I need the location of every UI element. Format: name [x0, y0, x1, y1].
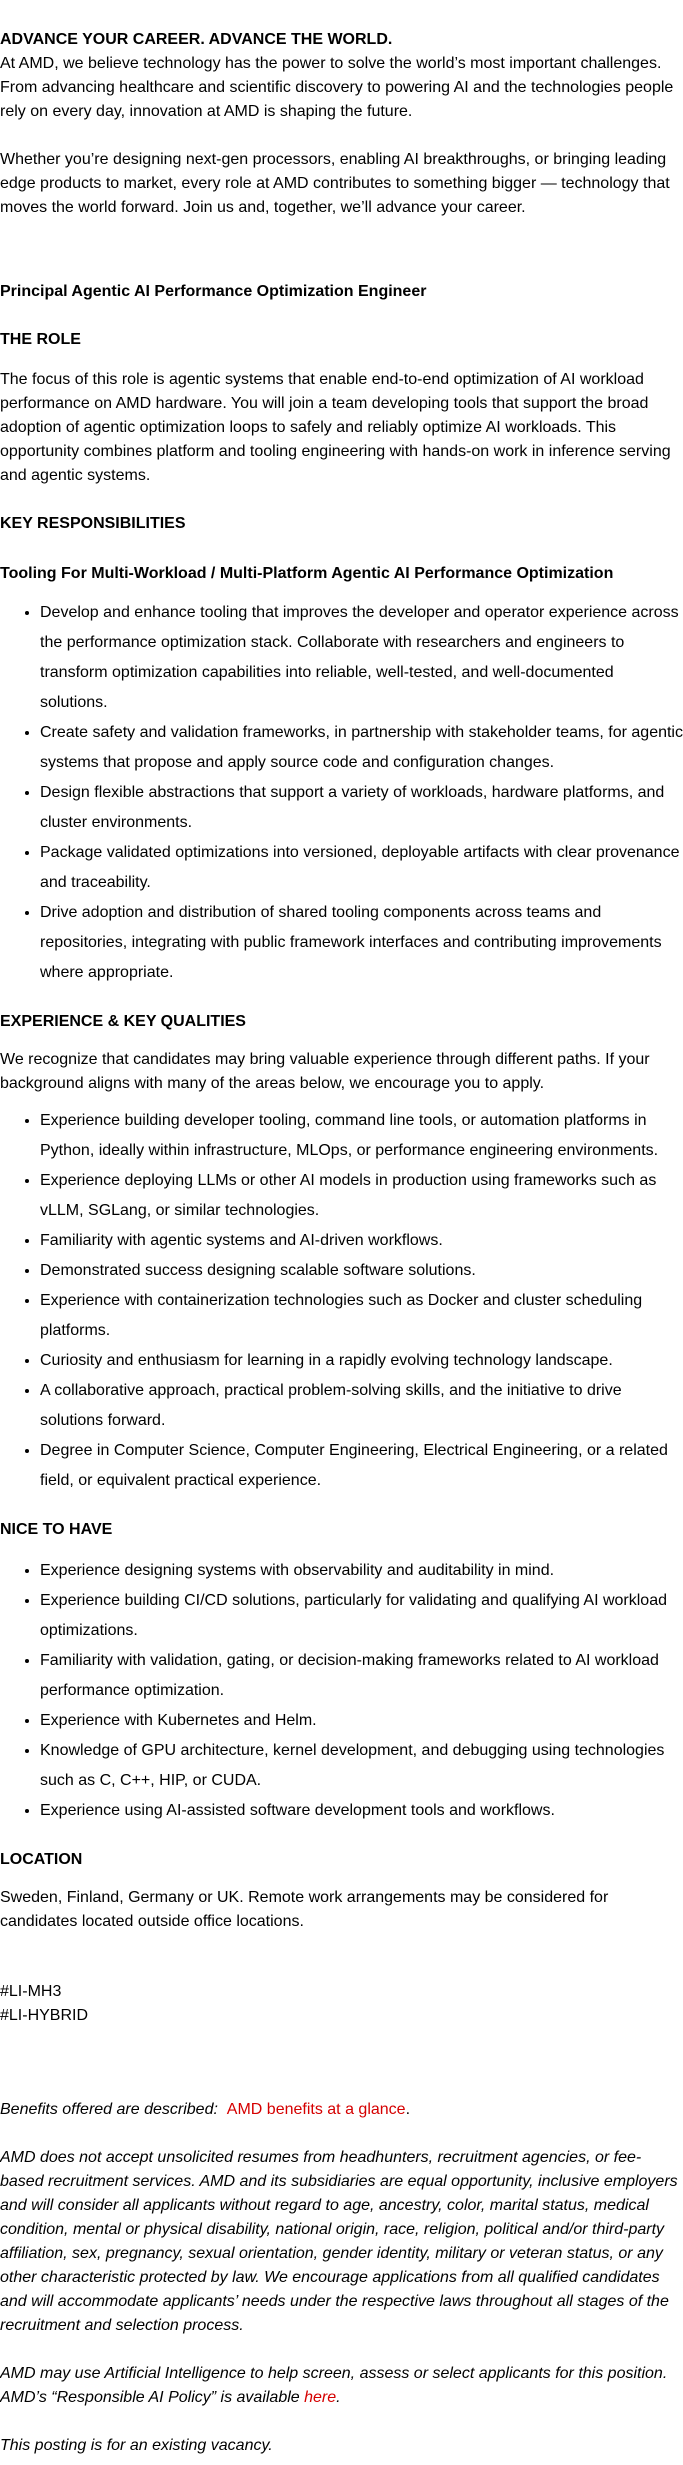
- benefits-suffix: .: [405, 2101, 411, 2118]
- benefits-line: [0, 2098, 683, 2122]
- responsibilities-heading: KEY RESPONSIBILITIES: [0, 515, 186, 532]
- spacer: [0, 1496, 683, 1518]
- list-item: • Experience building CI/CD solutions, particularly for validating and qualifying AI workload optimizations.: [40, 1586, 683, 1646]
- intro-paragraph-1: At AMD, we believe technology has the power to solve the world’s most important challenges. From advancing healthcare and scientific discovery to powering AI and the technologies people rely on every day, innovation at AMD is shaping the future.: [0, 55, 674, 120]
- list-item: • Degree in Computer Science, Computer Engineering, Electrical Engineering, or a related field, or equivalent practical experience.: [40, 1436, 683, 1496]
- job-title: Principal Agentic AI Performance Optimization Engineer: [0, 283, 427, 300]
- list-item: • Drive adoption and distribution of shared tooling components across teams and repositories, integrating with public framework interfaces and contributing improvements where appropriate.: [40, 898, 683, 988]
- eeo-statement: AMD does not accept unsolicited resumes from headhunters, recruitment agencies, or fee-based recruitment services. AMD and its subsidiaries are equal opportunity, inclusive employers and will consider all applicants without regard to age, ancestry, color, marital status, medical condition, mental or physical disability, national origin, race, religion, political and/or third-party affiliation, sex, pregnancy, sexual orientation, gender identity, military or veteran status, or any other characteristic protected by law. We encourage applications from all qualified candidates and will accommodate applicants’ needs under the respective laws throughout all stages of the recruitment and selection process.: [0, 2149, 678, 2334]
- spacer: [0, 304, 683, 328]
- spacer: [0, 2410, 683, 2434]
- list-item: • Create safety and validation frameworks, in partnership with stakeholder teams, for agentic systems that propose and apply source code and configuration changes.: [40, 718, 683, 778]
- intro-headline: ADVANCE YOUR CAREER. ADVANCE THE WORLD.: [0, 31, 393, 48]
- list-item: • Package validated optimizations into versioned, deployable artifacts with clear provenance and traceability.: [40, 838, 683, 898]
- experience-heading: EXPERIENCE & KEY QUALITIES: [0, 1013, 246, 1030]
- spacer: [0, 2122, 683, 2146]
- location-text: Sweden, Finland, Germany or UK. Remote work arrangements may be considered for candidates located outside office locations.: [0, 1889, 609, 1930]
- vacancy-note: This posting is for an existing vacancy.: [0, 2437, 273, 2454]
- tag: #LI-MH3: [0, 1983, 62, 2000]
- experience-list: [0, 1106, 683, 1496]
- responsibilities-subheading: Tooling For Multi-Workload / Multi-Platform Agentic AI Performance Optimization: [0, 565, 614, 582]
- location-heading: LOCATION: [0, 1851, 83, 1868]
- list-item: • Experience using AI-assisted software development tools and workflows.: [40, 1796, 683, 1826]
- ai-policy-line-2: [0, 2386, 683, 2410]
- tag: #LI-HYBRID: [0, 2007, 89, 2024]
- spacer: [0, 536, 683, 562]
- intro-paragraph-2: Whether you’re designing next-gen processors, enabling AI breakthroughs, or bringing leading edge products to market, every role at AMD contributes to something bigger — technology that moves the world forward. Join us and, together, we’ll advance your career.: [0, 151, 670, 216]
- spacer: [0, 124, 683, 148]
- list-item: • Experience with Kubernetes and Helm.: [40, 1706, 683, 1736]
- spacer: [0, 1872, 683, 1886]
- list-item: • Familiarity with agentic systems and AI-driven workflows.: [40, 1226, 683, 1256]
- spacer: [0, 1034, 683, 1048]
- list-item: • Curiosity and enthusiasm for learning in a rapidly evolving technology landscape.: [40, 1346, 683, 1376]
- spacer: [0, 488, 683, 512]
- ai-policy-line-1: AMD may use Artificial Intelligence to help screen, assess or select applicants for this position.: [0, 2365, 668, 2382]
- spacer: [0, 988, 683, 1010]
- role-heading: THE ROLE: [0, 331, 81, 348]
- benefits-link[interactable]: AMD benefits at a glance: [226, 2101, 406, 2118]
- benefits-prefix: Benefits offered are described:: [0, 2101, 218, 2118]
- spacer: [0, 1826, 683, 1848]
- list-item: • Familiarity with validation, gating, or decision-making frameworks related to AI workload performance optimization.: [40, 1646, 683, 1706]
- ai-policy-prefix: AMD’s “Responsible AI Policy” is available: [0, 2389, 300, 2406]
- list-item: • Experience deploying LLMs or other AI models in production using frameworks such as vLLM, SGLang, or similar technologies.: [40, 1166, 683, 1226]
- responsible-ai-policy-link[interactable]: here: [304, 2389, 337, 2406]
- list-item: • Demonstrated success designing scalable software solutions.: [40, 1256, 683, 1286]
- list-item: • A collaborative approach, practical problem-solving skills, and the initiative to drive solutions forward.: [40, 1376, 683, 1436]
- spacer: [0, 220, 683, 280]
- list-item: • Experience with containerization technologies such as Docker and cluster scheduling platforms.: [40, 1286, 683, 1346]
- list-item: • Design flexible abstractions that support a variety of workloads, hardware platforms, and cluster environments.: [40, 778, 683, 838]
- nice-to-have-list: [0, 1556, 683, 1826]
- experience-intro: We recognize that candidates may bring valuable experience through different paths. If your background aligns with many of the areas below, we encourage you to apply.: [0, 1051, 650, 1092]
- spacer: [0, 352, 683, 368]
- list-item: • Experience building developer tooling, command line tools, or automation platforms in Python, ideally within infrastructure, MLOps, or performance engineering environments.: [40, 1106, 683, 1166]
- spacer: [0, 1542, 683, 1556]
- list-item: • Experience designing systems with observability and auditability in mind.: [40, 1556, 683, 1586]
- responsibilities-list: [0, 598, 683, 988]
- list-item: • Develop and enhance tooling that improves the developer and operator experience across the performance optimization stack. Collaborate with researchers and engineers to transform optimization capabilities into reliable, well-tested, and well-documented solutions.: [40, 598, 683, 718]
- role-description: The focus of this role is agentic systems that enable end-to-end optimization of AI workload performance on AMD hardware. You will join a team developing tools that support the broad adoption of agentic optimization loops to safely and reliably optimize AI workloads. This opportunity combines platform and tooling engineering with hands-on work in inference serving and agentic systems.: [0, 371, 671, 484]
- spacer: [0, 586, 683, 598]
- spacer: [0, 2338, 683, 2362]
- spacer: [0, 2028, 683, 2098]
- list-item: • Knowledge of GPU architecture, kernel development, and debugging using technologies such as C, C++, HIP, or CUDA.: [40, 1736, 683, 1796]
- ai-policy-suffix: .: [336, 2389, 341, 2406]
- spacer: [0, 1934, 683, 1980]
- nice-to-have-heading: NICE TO HAVE: [0, 1521, 113, 1538]
- spacer: [0, 1096, 683, 1106]
